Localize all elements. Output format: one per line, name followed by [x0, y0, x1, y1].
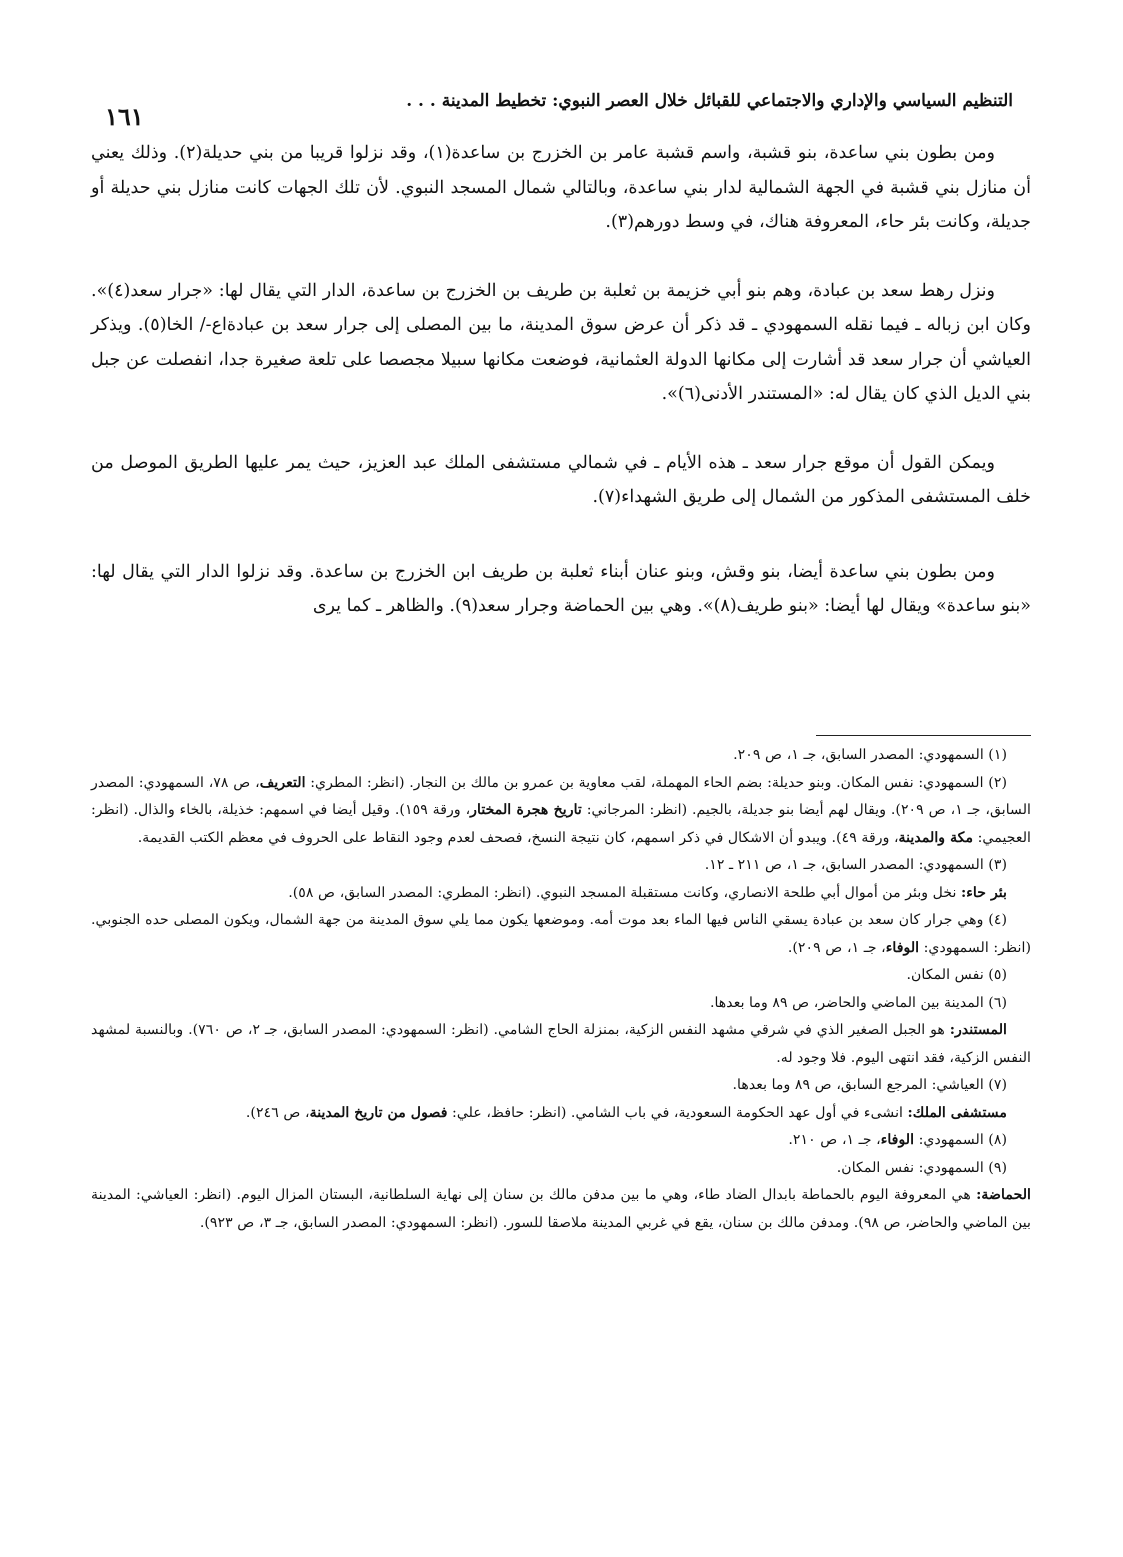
footnote-divider: [816, 735, 1031, 736]
footnote-7-note-text-a: انشىء في أول عهد الحكومة السعودية، في باب الشامي. (انظر: حافظ، علي:: [452, 1104, 903, 1121]
footnote-6: [91, 990, 1031, 1018]
footnote-1-text: (١) السمهودي: المصدر السابق، جـ ١، ص ٢٠٩.: [733, 747, 1007, 763]
footnote-3: [91, 852, 1031, 880]
footnote-6-note: [91, 1017, 1031, 1072]
footnote-6-term: المستندر:: [949, 1022, 1007, 1038]
paragraph-3: ويمكن القول أن موقع جرار سعد ـ هذه الأيام ـ في شمالي مستشفى الملك عبد العزيز، حيث يمر عليها الطريق الموصل من خلف المستشفى المذكور من الشمال إلى طريق الشهداء(٧).: [91, 452, 1031, 507]
footnote-6-note-text: هو الجبل الصغير الذي في شرقي مشهد النفس الزكية، بمنزلة الحاج الشامي. (انظر: السمهودي: المصدر السابق، جـ ٢، ص ٧٦٠). وبالنسبة لمشهد النفس الزكية، فقد انتهى اليوم. فلا وجود له.: [91, 1022, 1031, 1066]
footnote-8: [91, 1127, 1031, 1155]
footnote-8-title: الوفاء: [880, 1132, 915, 1148]
footnote-9-text: (٩) السمهودي: نفس المكان.: [836, 1159, 1007, 1176]
footnote-5: [91, 962, 1031, 990]
footnote-7-text: (٧) العياشي: المرجع السابق، ص ٨٩ وما بعدها.: [732, 1077, 1007, 1093]
footnotes: [91, 742, 1031, 1237]
footnote-9-note-text: هي المعروفة اليوم بالحماطة بابدال الضاد طاء، وهي ما بين مدفن مالك بن سنان إلى نهاية السلطانية، البستان المزال اليوم. (انظر: العياشي: المدينة بين الماضي والحاضر، ص ٩٨). ومدفن مالك بن سنان، يقع في غربي المدينة ملاصقا للسور. (انظر: السمهودي: المصدر السابق، جـ ٣، ص ٩٢٣).: [91, 1187, 1031, 1231]
footnote-5-text: (٥) نفس المكان.: [906, 967, 1007, 983]
footnote-4-title: الوفاء: [885, 939, 920, 956]
footnote-7-title: فصول من تاريخ المدينة: [309, 1104, 448, 1121]
footnote-3-note: [91, 880, 1031, 908]
footnote-6-text: (٦) المدينة بين الماضي والحاضر، ص ٨٩ وما بعدها.: [709, 994, 1007, 1011]
running-header: التنظيم السياسي والإداري والاجتماعي للقبائل خلال العصر النبوي: تخطيط المدينة . . .: [406, 91, 1013, 111]
footnote-7-note-text-b: ، ص ٢٤٦).: [245, 1104, 310, 1121]
footnote-2-text-b: ، ص ٧٨، السمهودي: المصدر السابق، جـ ١، ص ٢٠٩). ويقال لهم أيضا بنو جديلة، بالجيم. (انظر: المرجاني:: [91, 774, 1031, 818]
footnote-1: [91, 742, 1031, 770]
footnote-4-text-a: (٤) وهي جرار كان سعد بن عبادة يسقي الناس فيها الماء بعد موت أمه. وموضعها يكون مما يلي سوق المدينة من جهة الشمال، ويكون المصلى حده الجنوبي. (انظر: السمهودي:: [91, 912, 1031, 956]
footnote-8-text-a: (٨) السمهودي:: [918, 1132, 1007, 1148]
footnote-7-term: مستشفى الملك:: [907, 1104, 1007, 1121]
paragraph-1: ومن بطون بني ساعدة، بنو قشبة، واسم قشبة عامر بن الخزرج بن ساعدة(١)، وقد نزلوا قريبا من بني حديلة(٢). وذلك يعني أن منازل بني قشبة في الجهة الشمالية لدار بني ساعدة، وبالتالي شمال المسجد النبوي. لأن تلك الجهات كانت منازل بني حديلة أو جديلة، وكانت بئر حاء، المعروفة هناك، في وسط دورهم(٣).: [91, 143, 1031, 232]
footnote-2-text-a: (٢) السمهودي: نفس المكان. وبنو حديلة: بضم الحاء المهملة، لقب معاوية بن عمرو بن مالك بن النجار. (انظر: المطري:: [310, 774, 1007, 791]
paragraph-4: ومن بطون بني ساعدة أيضا، بنو وقش، وبنو عنان أبناء ثعلبة بن طريف ابن الخزرج بن ساعدة. وقد نزلوا الدار التي يقال لها: «بنو ساعدة» ويقال لها أيضا: «بنو طريف(٨)». وهي بين الحماضة وجرار سعد(٩). والظاهر ـ كما يرى: [91, 561, 1031, 616]
footnote-4-text-b: ، جـ ١، ص ٢٠٩).: [787, 939, 886, 956]
footnote-7: [91, 1072, 1031, 1100]
footnote-3-text: (٣) السمهودي: المصدر السابق، جـ ١، ص ٢١١ ـ ١٢.: [704, 857, 1007, 873]
footnote-2-title-3: مكة والمدينة: [898, 829, 974, 846]
footnote-3-term: بئر حاء:: [961, 884, 1007, 901]
page-number: ١٦١: [105, 102, 144, 131]
footnote-2-title-2: تاريخ هجرة المختار: [470, 802, 582, 818]
body-text: [91, 136, 1031, 624]
footnote-2-text-d: ، ورقة ٤٩). ويبدو أن الاشكال في ذكر اسمهم، كان نتيجة النسخ، فصحف لعدم وجود النقاط على الحروف في معظم الكتب القديمة.: [137, 829, 899, 846]
footnote-8-text-b: ، جـ ١، ص ٢١٠.: [788, 1132, 881, 1148]
footnote-9-note: [91, 1182, 1031, 1237]
footnote-2-title-1: التعريف: [259, 774, 306, 791]
footnote-3-note-text: نخل وبئر من أموال أبي طلحة الانصاري، وكانت مستقبلة المسجد النبوي. (انظر: المطري: المصدر السابق، ص ٥٨).: [288, 884, 957, 901]
footnote-2-text-c: ، ورقة ١٥٩). وقيل أيضا في اسمهم: خذيلة، بالخاء والذال. (انظر: العجيمي:: [91, 802, 1031, 846]
footnote-4: [91, 907, 1031, 962]
footnote-9-term: الحماضة:: [976, 1187, 1031, 1203]
footnote-2: [91, 770, 1031, 853]
footnote-9: [91, 1155, 1031, 1183]
footnote-7-note: [91, 1100, 1031, 1128]
paragraph-2: ونزل رهط سعد بن عبادة، وهم بنو أبي خزيمة بن ثعلبة بن طريف بن الخزرج بن ساعدة، الدار التي يقال لها: «جرار سعد(٤)». وكان ابن زباله ـ فيما نقله السمهودي ـ قد ذكر أن عرض سوق المدينة، ما بين المصلى إلى جرار سعد بن عبادة‌اع-/ الخا(٥). ويذكر العياشي أن جرار سعد قد أشارت إلى مكانها الدولة العثمانية، فوضعت مكانها سبيلا مجصصا على تلعة صغيرة جدا، انفصلت عن جبل بني الديل الذي كان يقال له: «المستندر الأدنى(٦)».: [91, 280, 1031, 404]
